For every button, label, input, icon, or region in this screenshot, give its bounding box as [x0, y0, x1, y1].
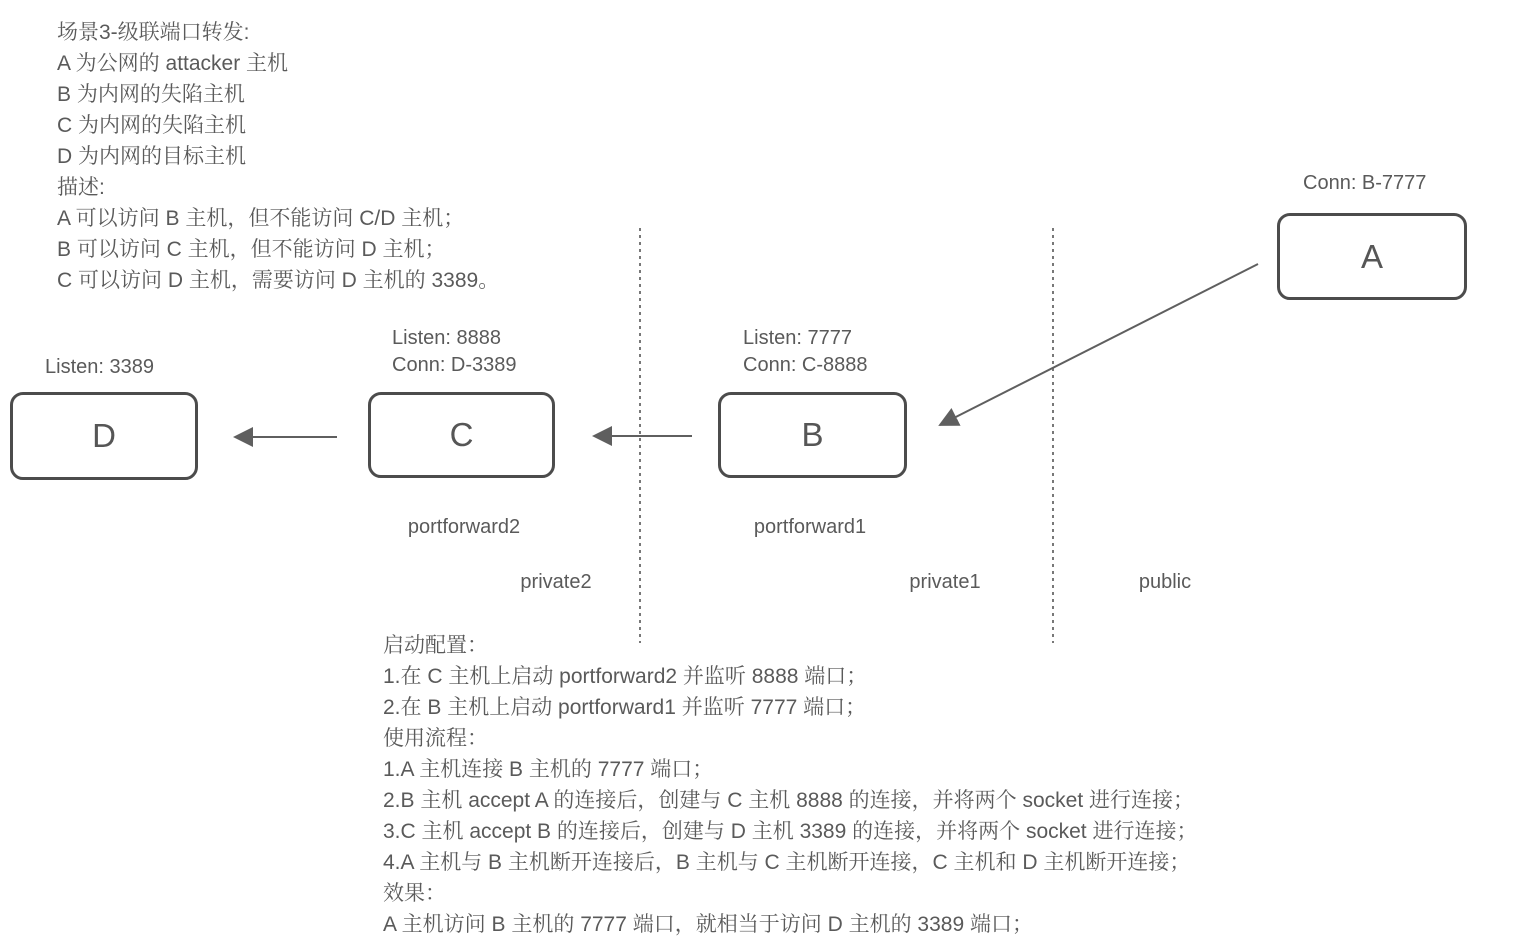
host-box-c	[368, 392, 555, 478]
scenario-title: 场景3-级联端口转发:	[57, 21, 250, 44]
scenario-line: C 可以访问 D 主机，需要访问 D 主机的 3389。	[57, 269, 500, 292]
usage-line: 2.B 主机 accept A 的连接后，创建与 C 主机 8888 的连接，并将两个 socket 进行连接；	[383, 789, 1194, 812]
host-box-b	[718, 392, 907, 478]
usage-line: 3.C 主机 accept B 的连接后，创建与 D 主机 3389 的连接，并将两个 socket 进行连接；	[383, 820, 1198, 843]
zone-label-private1: private1	[909, 571, 981, 593]
scenario-line: A 可以访问 B 主机，但不能访问 C/D 主机；	[57, 207, 465, 230]
usage-heading: 使用流程：	[383, 727, 488, 750]
config-notes	[383, 630, 1197, 940]
scenario-line: B 可以访问 C 主机，但不能访问 D 主机；	[57, 238, 446, 261]
config-line: 2.在 B 主机上启动 portforward1 并监听 7777 端口；	[383, 696, 867, 719]
zone-label-public: public	[1138, 571, 1192, 593]
host-b-tool-label: portforward1	[753, 516, 867, 538]
host-box-a	[1277, 213, 1467, 300]
host-d-annotation	[45, 354, 154, 381]
host-a-label: A	[1360, 237, 1383, 275]
host-c-label: C	[449, 416, 474, 453]
host-a-conn-label: Conn: B-7777	[1303, 172, 1427, 194]
scenario-line: D 为内网的目标主机	[57, 145, 246, 168]
zone-label-private2: private2	[520, 571, 592, 593]
host-b-annotation	[743, 325, 868, 379]
scenario-line: 描述:	[57, 176, 105, 199]
effect-heading: 效果：	[383, 882, 446, 905]
config-heading: 启动配置：	[383, 634, 488, 657]
scenario-line: B 为内网的失陷主机	[57, 83, 245, 106]
scenario-notes	[57, 17, 499, 296]
usage-line: 1.A 主机连接 B 主机的 7777 端口；	[383, 758, 714, 781]
arrow-a-to-b	[940, 264, 1258, 425]
host-d-listen-label: Listen: 3389	[45, 356, 154, 378]
usage-line: 4.A 主机与 B 主机断开连接后，B 主机与 C 主机断开连接，C 主机和 D 主机断开连接；	[383, 851, 1191, 874]
host-c-annotation	[392, 325, 517, 379]
host-c-listen-label: Listen: 8888	[392, 327, 501, 349]
effect-line: A 主机访问 B 主机的 7777 端口，就相当于访问 D 主机的 3389 端口；	[383, 913, 1033, 936]
config-line: 1.在 C 主机上启动 portforward2 并监听 8888 端口；	[383, 665, 868, 688]
host-box-d	[10, 392, 198, 480]
host-a-annotation	[1303, 170, 1426, 197]
host-b-label: B	[801, 416, 824, 453]
host-d-label: D	[92, 417, 116, 454]
host-b-conn-label: Conn: C-8888	[743, 354, 868, 376]
scenario-line: C 为内网的失陷主机	[57, 114, 246, 137]
host-c-conn-label: Conn: D-3389	[392, 354, 517, 376]
host-b-listen-label: Listen: 7777	[743, 327, 852, 349]
scenario-line: A 为公网的 attacker 主机	[57, 52, 289, 75]
host-c-tool-label: portforward2	[407, 516, 521, 538]
